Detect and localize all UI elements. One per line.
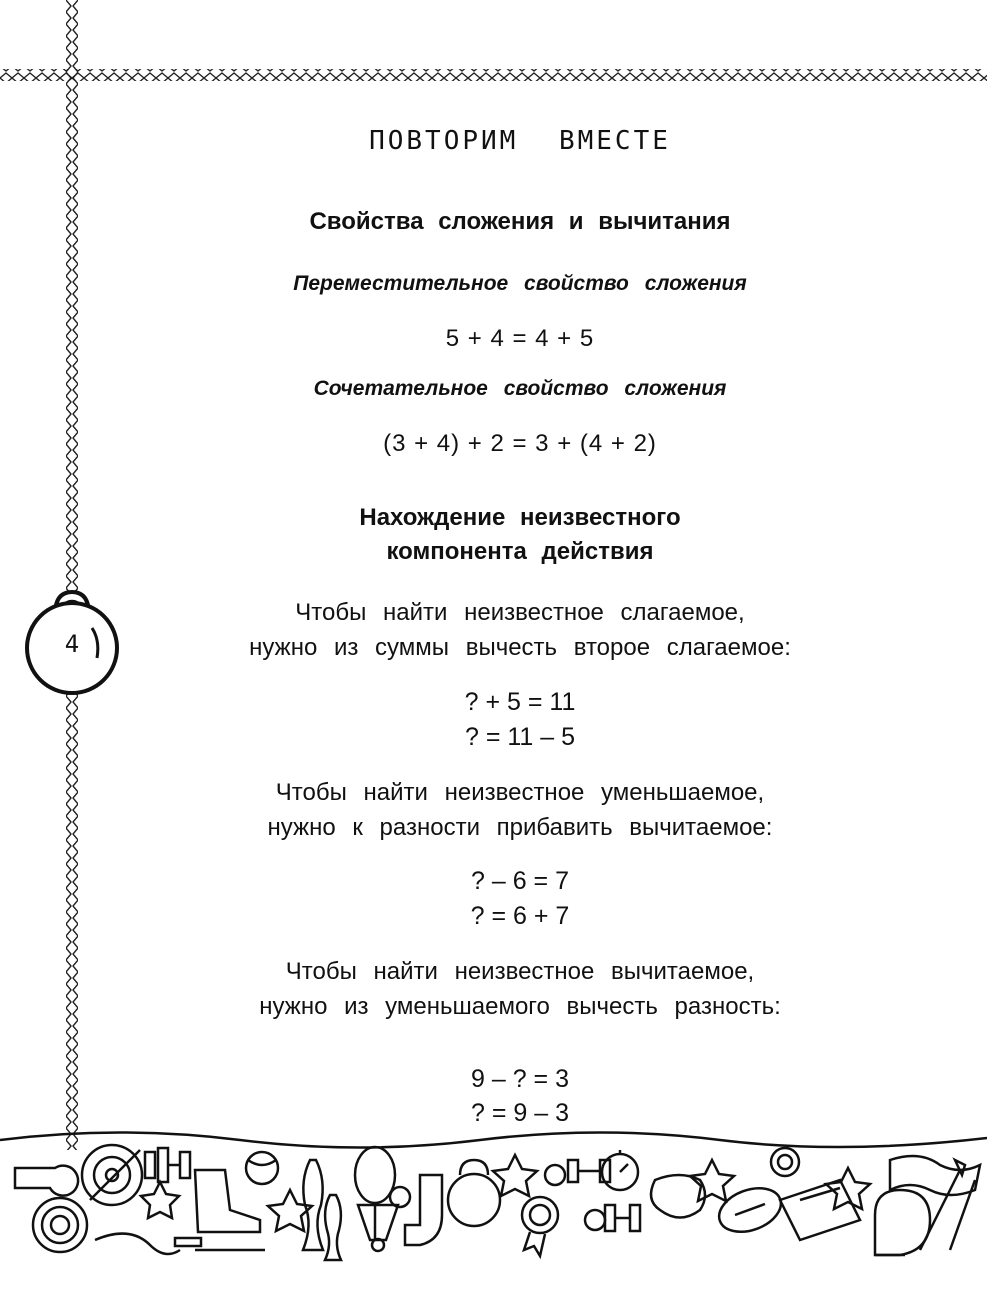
shuttlecock-icon bbox=[358, 1205, 398, 1251]
ribbon-icon bbox=[33, 1198, 87, 1252]
target-icon bbox=[82, 1145, 142, 1205]
jump-rope-icon bbox=[95, 1234, 201, 1254]
formula-commutative: 5 + 4 = 4 + 5 bbox=[445, 325, 595, 352]
section-heading-unknown-line1: Нахождение неизвестного bbox=[359, 504, 681, 531]
sports-doodles bbox=[0, 1133, 987, 1261]
page-number: 4 bbox=[64, 630, 80, 658]
star-icon bbox=[268, 1190, 312, 1231]
ball-icon bbox=[545, 1165, 605, 1230]
flipper-icon bbox=[780, 1180, 860, 1240]
star-icon bbox=[493, 1155, 537, 1196]
subheading-commutative: Переместительное свойство сложения bbox=[293, 272, 747, 295]
formula-associative: (3 + 4) + 2 = 3 + (4 + 2) bbox=[383, 430, 657, 457]
equation: ? = 6 + 7 bbox=[470, 902, 570, 930]
rule-text: нужно к разности прибавить вычитаемое: bbox=[267, 814, 773, 841]
bottom-wave-line bbox=[0, 1133, 987, 1148]
medal-icon bbox=[522, 1197, 558, 1256]
section-heading-unknown-line2: компонента действия bbox=[386, 538, 654, 565]
left-border-upper bbox=[66, 0, 78, 592]
equation: 9 – ? = 3 bbox=[471, 1065, 569, 1093]
page-title: ПОВТОРИМ ВМЕСТЕ bbox=[369, 126, 671, 156]
whistle-icon bbox=[15, 1166, 78, 1196]
star-icon bbox=[141, 1182, 179, 1218]
sock-icon bbox=[405, 1175, 442, 1245]
rule-text: нужно из уменьшаемого вычесть разность: bbox=[259, 993, 781, 1020]
star-icon bbox=[826, 1168, 870, 1209]
rule-text: Чтобы найти неизвестное слагаемое, bbox=[295, 599, 745, 626]
rule-text: Чтобы найти неизвестное вычитаемое, bbox=[285, 958, 755, 985]
star-icon bbox=[690, 1160, 734, 1201]
top-border bbox=[0, 69, 987, 81]
equation: ? = 9 – 3 bbox=[471, 1099, 569, 1127]
badminton-racket-icon bbox=[355, 1147, 395, 1240]
equation: ? + 5 = 11 bbox=[464, 688, 576, 716]
rule-text: нужно из суммы вычесть второе слагаемое: bbox=[249, 634, 791, 661]
stopwatch-icon bbox=[602, 1150, 638, 1190]
left-border-lower bbox=[66, 690, 78, 1150]
spiral-icon bbox=[771, 1148, 799, 1176]
section-heading-properties: Свойства сложения и вычитания bbox=[309, 208, 731, 235]
dumbbell-icon bbox=[568, 1160, 640, 1231]
ball-icon bbox=[246, 1152, 278, 1184]
equation: ? – 6 = 7 bbox=[471, 867, 569, 895]
equation: ? = 11 – 5 bbox=[464, 723, 576, 751]
dumbbell-icon bbox=[145, 1148, 190, 1182]
subheading-associative: Сочетательное свойство сложения bbox=[313, 377, 727, 400]
rule-text: Чтобы найти неизвестное уменьшаемое, bbox=[275, 779, 765, 806]
